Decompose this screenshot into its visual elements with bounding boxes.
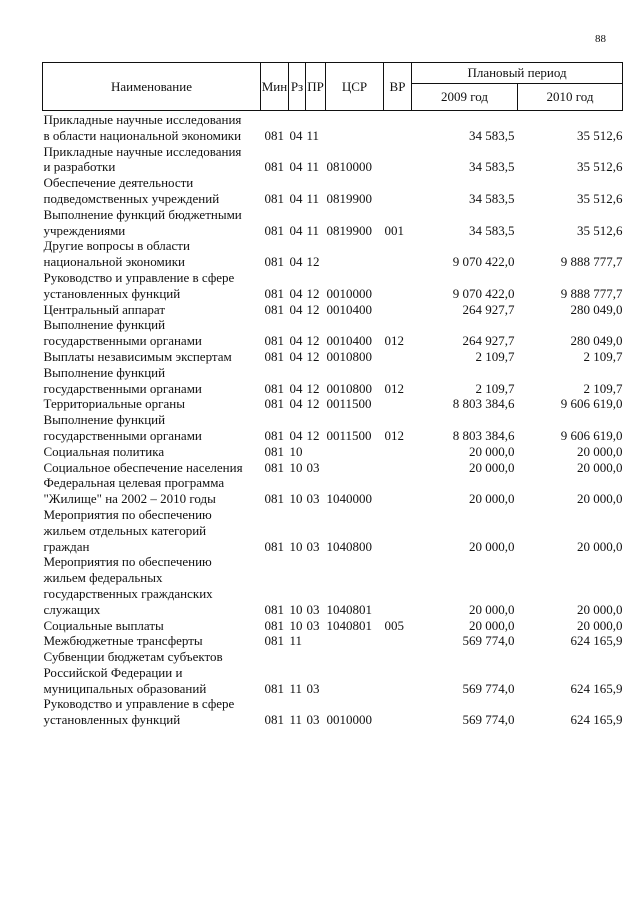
row-min: 081 xyxy=(264,617,284,633)
row-csr xyxy=(326,444,384,460)
row-name-line: муниципальных образований xyxy=(43,680,207,696)
row-vr: 005 xyxy=(384,617,404,633)
row-pr: 12 xyxy=(306,333,320,349)
row-vr xyxy=(384,238,412,270)
row-csr: 1040000 xyxy=(326,491,372,507)
row-name-line: Выполнение функций бюджетными xyxy=(43,206,242,222)
table-row xyxy=(43,554,623,617)
row-pr xyxy=(306,633,326,649)
row-name xyxy=(43,554,261,617)
row-vr xyxy=(384,144,412,176)
row-name-line: государственных гражданских xyxy=(43,585,213,601)
row-csr: 1040801 xyxy=(326,617,372,633)
row-name xyxy=(43,696,261,728)
row-year-2-amount: 280 049,0 xyxy=(570,301,623,317)
row-year-2-amount: 2 109,7 xyxy=(583,380,623,396)
row-csr: 0010400 xyxy=(326,301,372,317)
row-year-2-amount: 20 000,0 xyxy=(577,538,623,554)
row-pr: 12 xyxy=(306,427,320,443)
row-year-2-amount: 9 888 777,7 xyxy=(560,254,623,270)
row-name-line: Федеральная целевая программа xyxy=(43,475,225,491)
row-name-line: в области национальной экономики xyxy=(43,127,242,143)
row-name-line: Обеспечение деятельности xyxy=(43,175,194,191)
row-vr: 001 xyxy=(384,222,404,238)
row-name-line: Выполнение функций xyxy=(43,317,166,333)
row-year-2-amount: 20 000,0 xyxy=(577,443,623,459)
table-row xyxy=(43,317,623,349)
row-year-1-amount: 34 583,5 xyxy=(469,222,515,238)
table-row xyxy=(43,349,623,365)
header-min: Мин xyxy=(261,63,289,111)
row-name-line: государственными органами xyxy=(43,427,202,443)
table-row xyxy=(43,696,623,728)
row-rz: 04 xyxy=(289,285,303,301)
row-vr xyxy=(384,270,412,302)
page-number: 88 xyxy=(595,33,606,45)
row-year-2-amount: 20 000,0 xyxy=(577,617,623,633)
row-min: 081 xyxy=(264,680,284,696)
row-year-2-amount: 9 606 619,0 xyxy=(560,396,623,412)
row-name-line: жильем федеральных xyxy=(43,570,163,586)
row-name-line: "Жилище" на 2002 – 2010 годы xyxy=(43,491,216,507)
row-csr xyxy=(326,111,384,144)
row-vr xyxy=(384,475,412,507)
row-year-1-amount: 2 109,7 xyxy=(475,380,515,396)
table-row xyxy=(43,365,623,397)
row-name-line: Территориальные органы xyxy=(43,396,185,412)
table-row xyxy=(43,270,623,302)
row-rz: 11 xyxy=(289,633,303,649)
row-name xyxy=(43,238,261,270)
row-min: 081 xyxy=(264,301,284,317)
row-year-1-amount: 569 774,0 xyxy=(462,680,515,696)
row-vr xyxy=(384,507,412,554)
row-vr xyxy=(384,649,412,696)
row-year-1-amount: 9 070 422,0 xyxy=(452,285,515,301)
row-pr: 12 xyxy=(306,254,320,270)
row-name-line: жильем отдельных категорий xyxy=(43,522,207,538)
row-rz: 04 xyxy=(289,348,303,364)
row-name-line: Центральный аппарат xyxy=(43,301,166,317)
row-min: 081 xyxy=(264,380,284,396)
row-year-2-amount: 624 165,9 xyxy=(570,633,623,649)
row-vr xyxy=(384,396,412,412)
row-name xyxy=(43,396,261,412)
row-pr: 12 xyxy=(306,348,320,364)
row-rz: 04 xyxy=(289,301,303,317)
row-name-line: Прикладные научные исследования xyxy=(43,112,242,127)
row-year-2-amount: 280 049,0 xyxy=(570,333,623,349)
row-vr xyxy=(384,554,412,617)
row-name xyxy=(43,475,261,507)
table-header xyxy=(43,63,623,111)
row-pr: 11 xyxy=(306,190,320,206)
row-year-2-amount: 624 165,9 xyxy=(570,712,623,728)
table-row xyxy=(43,649,623,696)
row-rz: 04 xyxy=(289,190,303,206)
row-vr: 012 xyxy=(384,333,404,349)
row-pr: 03 xyxy=(306,712,320,728)
row-year-2-amount: 20 000,0 xyxy=(577,491,623,507)
table-row xyxy=(43,618,623,634)
row-csr: 0010800 xyxy=(326,348,372,364)
row-year-2-amount: 2 109,7 xyxy=(583,348,623,364)
header-csr: ЦСР xyxy=(326,63,384,111)
row-rz: 04 xyxy=(289,333,303,349)
row-name xyxy=(43,111,261,144)
row-rz: 04 xyxy=(289,222,303,238)
row-csr: 0010800 xyxy=(326,380,372,396)
budget-table xyxy=(42,62,623,728)
row-year-1-amount: 9 070 422,0 xyxy=(452,254,515,270)
row-csr: 0011500 xyxy=(326,396,372,412)
row-name-line: Выполнение функций xyxy=(43,412,166,428)
header-year-1: 2009 год xyxy=(412,84,518,111)
row-min: 081 xyxy=(264,190,284,206)
row-pr: 03 xyxy=(306,680,320,696)
table-row xyxy=(43,302,623,318)
row-year-2-amount: 35 512,6 xyxy=(577,190,623,206)
table-row xyxy=(43,412,623,444)
row-year-1-amount: 8 803 384,6 xyxy=(452,396,515,412)
row-name-line: Прикладные научные исследования xyxy=(43,143,242,159)
row-vr xyxy=(384,460,412,476)
row-year-2-amount: 20 000,0 xyxy=(577,601,623,617)
row-year-1-amount: 34 583,5 xyxy=(469,127,515,143)
row-csr xyxy=(326,460,384,476)
row-rz: 10 xyxy=(289,491,303,507)
row-rz: 10 xyxy=(289,601,303,617)
table-row xyxy=(43,633,623,649)
row-csr xyxy=(326,238,384,270)
table-row xyxy=(43,507,623,554)
row-rz: 11 xyxy=(289,712,303,728)
row-vr xyxy=(384,175,412,207)
row-pr: 03 xyxy=(306,617,320,633)
row-year-2-amount: 9 606 619,0 xyxy=(560,427,623,443)
row-name-line: национальной экономики xyxy=(43,254,185,270)
row-min: 081 xyxy=(264,427,284,443)
row-csr: 1040801 xyxy=(326,601,372,617)
row-name-line: Межбюджетные трансферты xyxy=(43,633,203,649)
row-min: 081 xyxy=(264,601,284,617)
header-rz: Рз xyxy=(289,63,306,111)
row-csr: 0819900 xyxy=(326,190,372,206)
row-pr: 12 xyxy=(306,396,320,412)
row-name xyxy=(43,507,261,554)
row-vr xyxy=(384,302,412,318)
row-rz: 10 xyxy=(289,617,303,633)
row-name xyxy=(43,365,261,397)
row-rz: 04 xyxy=(289,396,303,412)
row-min: 081 xyxy=(264,712,284,728)
row-rz: 04 xyxy=(289,254,303,270)
row-vr: 012 xyxy=(384,427,404,443)
header-pr: ПР xyxy=(306,63,326,111)
row-vr xyxy=(384,696,412,728)
row-name xyxy=(43,144,261,176)
row-vr xyxy=(384,111,412,144)
row-pr: 11 xyxy=(306,159,320,175)
row-min: 081 xyxy=(264,396,284,412)
row-name-line: Руководство и управление в сфере xyxy=(43,696,235,712)
table-row xyxy=(43,238,623,270)
row-csr: 0010000 xyxy=(326,712,372,728)
row-csr: 0010000 xyxy=(326,285,372,301)
row-name-line: Социальные выплаты xyxy=(43,617,164,633)
row-csr: 0010400 xyxy=(326,333,372,349)
row-pr: 03 xyxy=(306,459,320,475)
row-rz: 11 xyxy=(289,680,303,696)
row-name-line: и разработки xyxy=(43,159,116,175)
header-year-2: 2010 год xyxy=(518,84,623,111)
row-name xyxy=(43,302,261,318)
row-year-2-amount: 35 512,6 xyxy=(577,222,623,238)
row-year-2-amount: 35 512,6 xyxy=(577,159,623,175)
row-name xyxy=(43,649,261,696)
row-rz: 10 xyxy=(289,443,303,459)
row-vr xyxy=(384,633,412,649)
row-pr: 12 xyxy=(306,380,320,396)
row-csr: 0011500 xyxy=(326,427,372,443)
row-year-1-amount: 20 000,0 xyxy=(469,617,515,633)
budget-document xyxy=(42,62,622,728)
row-year-1-amount: 569 774,0 xyxy=(462,712,515,728)
row-pr: 12 xyxy=(306,285,320,301)
row-year-2-amount: 35 512,6 xyxy=(577,127,623,143)
row-rz: 10 xyxy=(289,459,303,475)
row-min: 081 xyxy=(264,538,284,554)
row-year-1-amount: 20 000,0 xyxy=(469,459,515,475)
row-min: 081 xyxy=(264,633,284,649)
row-year-2-amount: 9 888 777,7 xyxy=(560,285,623,301)
row-rz: 10 xyxy=(289,538,303,554)
row-name-line: Российской Федерации и xyxy=(43,664,183,680)
row-name-line: граждан xyxy=(43,538,90,554)
row-name-line: Социальная политика xyxy=(43,443,165,459)
row-name xyxy=(43,444,261,460)
table-row xyxy=(43,144,623,176)
row-year-1-amount: 34 583,5 xyxy=(469,190,515,206)
table-row xyxy=(43,207,623,239)
row-rz: 04 xyxy=(289,159,303,175)
row-name-line: установленных функций xyxy=(43,285,181,301)
row-min: 081 xyxy=(264,285,284,301)
row-pr: 12 xyxy=(306,301,320,317)
row-pr: 03 xyxy=(306,601,320,617)
row-pr: 03 xyxy=(306,538,320,554)
row-csr xyxy=(326,633,384,649)
row-year-1-amount: 20 000,0 xyxy=(469,538,515,554)
table-row xyxy=(43,444,623,460)
row-name-line: государственными органами xyxy=(43,380,202,396)
row-name xyxy=(43,618,261,634)
table-row xyxy=(43,396,623,412)
table-row xyxy=(43,111,623,144)
row-year-1-amount: 264 927,7 xyxy=(462,333,515,349)
table-row xyxy=(43,475,623,507)
row-year-1-amount: 34 583,5 xyxy=(469,159,515,175)
row-name-line: Субвенции бюджетам субъектов xyxy=(43,649,223,665)
row-name xyxy=(43,349,261,365)
row-min: 081 xyxy=(264,443,284,459)
header-planned-period: Плановый период xyxy=(412,63,623,84)
row-name-line: Другие вопросы в области xyxy=(43,238,190,254)
header-name: Наименование xyxy=(43,63,261,111)
row-name-line: Мероприятия по обеспечению xyxy=(43,554,212,570)
row-year-2-amount: 20 000,0 xyxy=(577,459,623,475)
row-pr: 11 xyxy=(306,222,320,238)
row-name-line: Руководство и управление в сфере xyxy=(43,269,235,285)
row-year-1-amount: 20 000,0 xyxy=(469,601,515,617)
row-min: 081 xyxy=(264,159,284,175)
row-pr xyxy=(306,444,326,460)
row-name-line: Выполнение функций xyxy=(43,364,166,380)
row-min: 081 xyxy=(264,491,284,507)
row-year-1-amount: 20 000,0 xyxy=(469,443,515,459)
row-name xyxy=(43,207,261,239)
row-name-line: установленных функций xyxy=(43,712,181,728)
row-rz: 04 xyxy=(289,380,303,396)
row-pr: 03 xyxy=(306,491,320,507)
row-name-line: государственными органами xyxy=(43,333,202,349)
row-min: 081 xyxy=(264,459,284,475)
row-min: 081 xyxy=(264,348,284,364)
row-name-line: служащих xyxy=(43,601,101,617)
row-min: 081 xyxy=(264,222,284,238)
row-name-line: Выплаты независимым экспертам xyxy=(43,348,232,364)
row-year-1-amount: 2 109,7 xyxy=(475,348,515,364)
row-rz: 04 xyxy=(289,127,303,143)
table-row xyxy=(43,460,623,476)
row-year-2-amount: 624 165,9 xyxy=(570,680,623,696)
row-pr: 11 xyxy=(306,127,320,143)
row-name-line: подведомственных учреждений xyxy=(43,190,220,206)
row-year-1-amount: 8 803 384,6 xyxy=(452,427,515,443)
row-min: 081 xyxy=(264,254,284,270)
row-name xyxy=(43,175,261,207)
table-row xyxy=(43,175,623,207)
row-name xyxy=(43,270,261,302)
row-csr xyxy=(326,649,384,696)
header-vr: ВР xyxy=(384,63,412,111)
row-name xyxy=(43,460,261,476)
row-csr: 0810000 xyxy=(326,159,372,175)
row-vr xyxy=(384,349,412,365)
row-name-line: учреждениями xyxy=(43,222,126,238)
row-vr: 012 xyxy=(384,380,404,396)
row-year-1-amount: 569 774,0 xyxy=(462,633,515,649)
row-min: 081 xyxy=(264,333,284,349)
row-name xyxy=(43,633,261,649)
row-year-1-amount: 264 927,7 xyxy=(462,301,515,317)
row-min: 081 xyxy=(264,127,284,143)
row-year-1-amount: 20 000,0 xyxy=(469,491,515,507)
row-csr: 0819900 xyxy=(326,222,372,238)
row-name xyxy=(43,317,261,349)
row-name xyxy=(43,412,261,444)
row-name-line: Мероприятия по обеспечению xyxy=(43,506,212,522)
row-name-line: Социальное обеспечение населения xyxy=(43,459,243,475)
row-vr xyxy=(384,444,412,460)
row-csr: 1040800 xyxy=(326,538,372,554)
row-rz: 04 xyxy=(289,427,303,443)
table-body xyxy=(43,111,623,729)
